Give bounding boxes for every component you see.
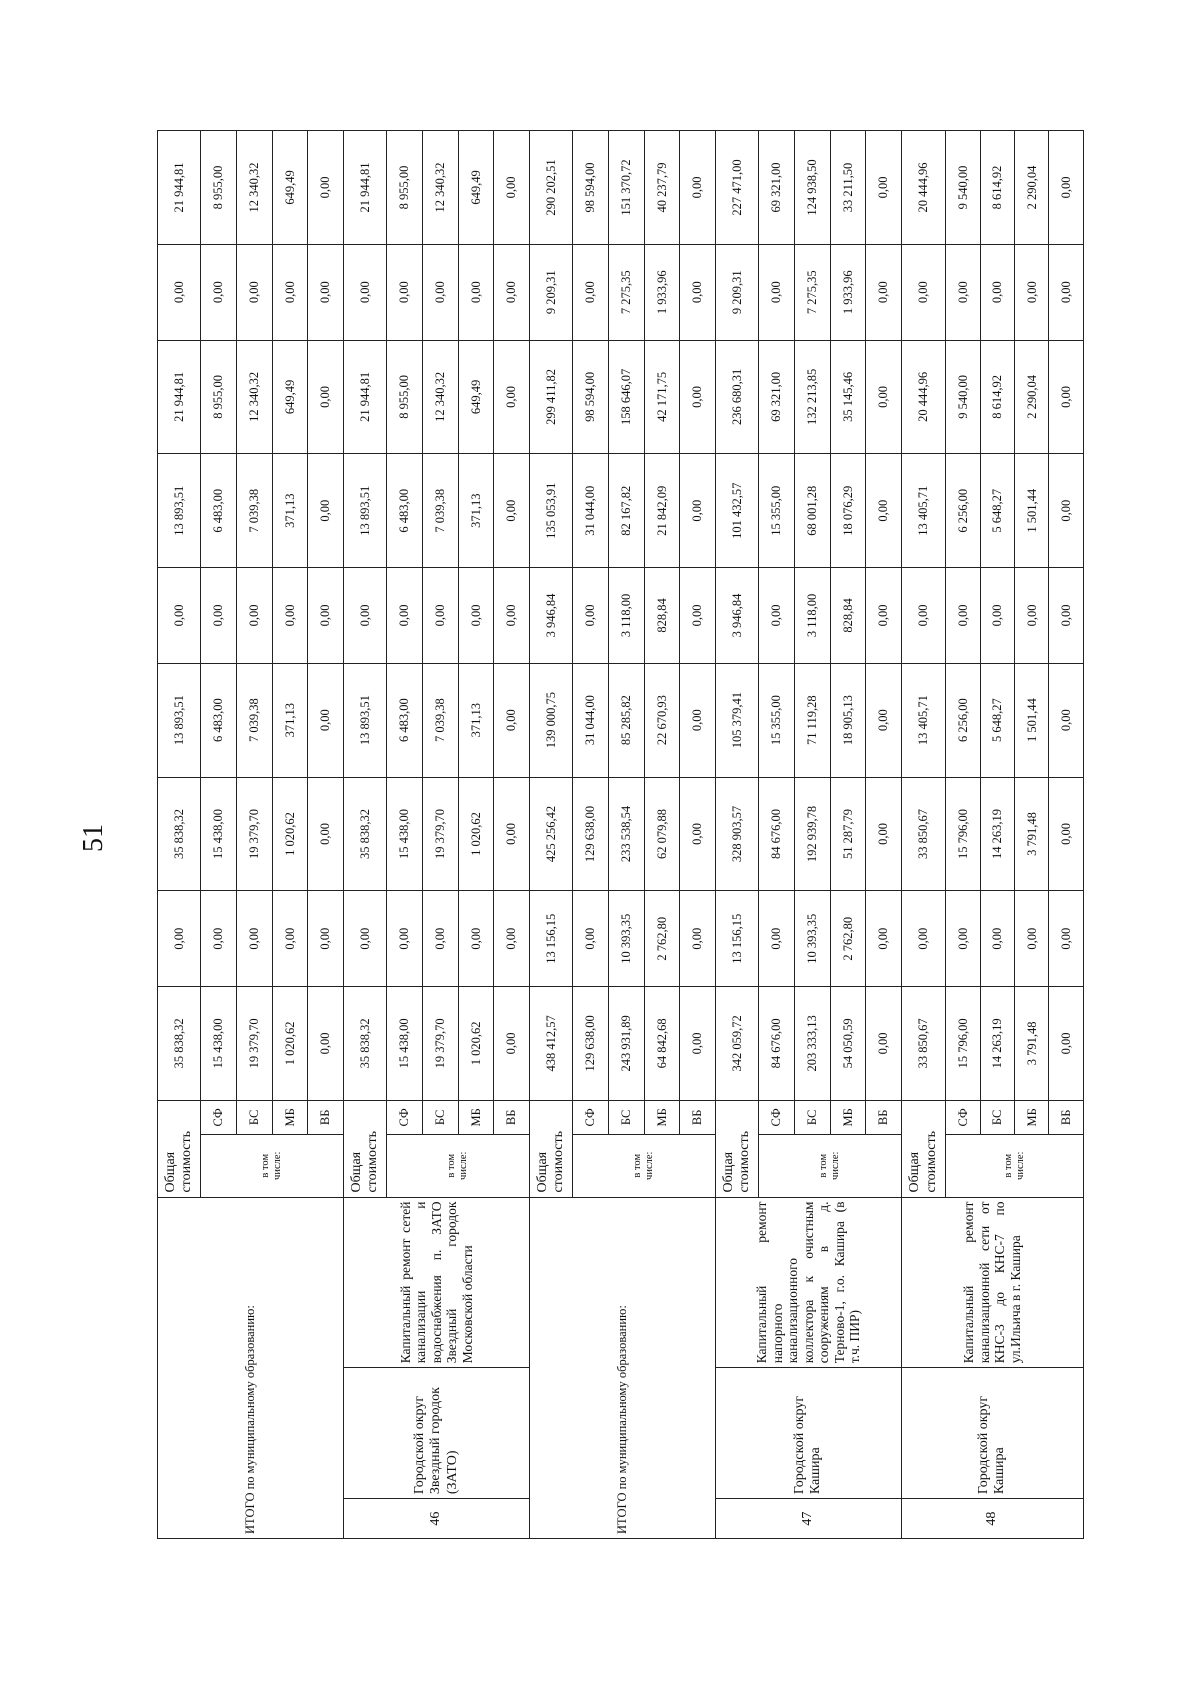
- amount-cell: 649,49: [458, 131, 494, 245]
- amount-cell: 1 933,96: [830, 244, 866, 340]
- amount-cell: 0,00: [308, 244, 344, 340]
- amount-cell: 0,00: [1049, 891, 1084, 987]
- amount-cell: 33 850,67: [901, 777, 945, 891]
- amount-cell: 12 340,32: [422, 131, 458, 245]
- amount-cell: 40 237,79: [644, 131, 680, 245]
- amount-cell: 64 842,68: [644, 986, 680, 1100]
- table-body: [158, 131, 1084, 1539]
- funding-type: БС: [608, 1100, 644, 1134]
- amount-cell: 203 333,13: [794, 986, 830, 1100]
- amount-cell: 13 405,71: [901, 663, 945, 777]
- amount-cell: 35 145,46: [830, 340, 866, 454]
- amount-cell: 84 676,00: [759, 986, 795, 1100]
- table-row: [901, 131, 945, 1539]
- amount-cell: 0,00: [680, 986, 716, 1100]
- amount-cell: 8 955,00: [201, 340, 237, 454]
- amount-cell: 1 020,62: [272, 777, 308, 891]
- amount-cell: 0,00: [494, 568, 530, 664]
- total-by-municipality-label: ИТОГО по муниципальному образованию:: [158, 1197, 344, 1538]
- amount-cell: 1 501,44: [1015, 663, 1049, 777]
- amount-cell: 3 946,84: [715, 568, 758, 664]
- amount-cell: 828,84: [644, 568, 680, 664]
- amount-cell: 0,00: [1049, 131, 1084, 245]
- amount-cell: 14 263,19: [980, 777, 1014, 891]
- amount-cell: 139 000,75: [529, 663, 572, 777]
- amount-cell: 124 938,50: [794, 131, 830, 245]
- line-number: 48: [901, 1499, 1083, 1539]
- amount-cell: 0,00: [946, 244, 980, 340]
- amount-cell: 105 379,41: [715, 663, 758, 777]
- amount-cell: 0,00: [980, 568, 1014, 664]
- amount-cell: 84 676,00: [759, 777, 795, 891]
- amount-cell: 0,00: [1015, 244, 1049, 340]
- amount-cell: 7 039,38: [422, 663, 458, 777]
- amount-cell: 7 039,38: [236, 663, 272, 777]
- amount-cell: 0,00: [201, 568, 237, 664]
- amount-cell: 0,00: [308, 568, 344, 664]
- amount-cell: 13 893,51: [343, 663, 386, 777]
- amount-cell: 69 321,00: [759, 131, 795, 245]
- total-cost-label: Общая стоимость: [901, 1100, 945, 1197]
- amount-cell: 0,00: [308, 131, 344, 245]
- amount-cell: 129 638,00: [573, 777, 609, 891]
- funding-type: БС: [236, 1100, 272, 1134]
- amount-cell: 85 285,82: [608, 663, 644, 777]
- funding-type: ВБ: [680, 1100, 716, 1134]
- amount-cell: 0,00: [458, 891, 494, 987]
- amount-cell: 649,49: [458, 340, 494, 454]
- amount-cell: 0,00: [759, 244, 795, 340]
- amount-cell: 7 039,38: [422, 454, 458, 568]
- funding-type: ВБ: [494, 1100, 530, 1134]
- amount-cell: 0,00: [866, 891, 902, 987]
- amount-cell: 35 838,32: [158, 986, 201, 1100]
- amount-cell: 0,00: [458, 568, 494, 664]
- line-number: 46: [343, 1499, 529, 1539]
- amount-cell: 0,00: [308, 663, 344, 777]
- amount-cell: 1 933,96: [644, 244, 680, 340]
- amount-cell: 2 290,04: [1015, 131, 1049, 245]
- funding-type: ВБ: [866, 1100, 902, 1134]
- amount-cell: 0,00: [1015, 568, 1049, 664]
- amount-cell: 12 340,32: [236, 131, 272, 245]
- amount-cell: 13 156,15: [715, 891, 758, 987]
- amount-cell: 0,00: [946, 568, 980, 664]
- municipality-name: Городской округ Кашира: [901, 1368, 1083, 1499]
- amount-cell: 158 646,07: [608, 340, 644, 454]
- funding-type: СФ: [573, 1100, 609, 1134]
- amount-cell: 371,13: [272, 454, 308, 568]
- amount-cell: 13 156,15: [529, 891, 572, 987]
- amount-cell: 0,00: [343, 244, 386, 340]
- amount-cell: 0,00: [308, 891, 344, 987]
- amount-cell: 192 939,78: [794, 777, 830, 891]
- amount-cell: 0,00: [1049, 777, 1084, 891]
- amount-cell: 0,00: [1049, 340, 1084, 454]
- amount-cell: 151 370,72: [608, 131, 644, 245]
- amount-cell: 0,00: [158, 891, 201, 987]
- including-label: в том числе:: [201, 1134, 344, 1197]
- amount-cell: 8 614,92: [980, 340, 1014, 454]
- amount-cell: 0,00: [422, 568, 458, 664]
- amount-cell: 0,00: [308, 340, 344, 454]
- amount-cell: 19 379,70: [236, 986, 272, 1100]
- amount-cell: 0,00: [272, 244, 308, 340]
- amount-cell: 299 411,82: [529, 340, 572, 454]
- amount-cell: 10 393,35: [608, 891, 644, 987]
- amount-cell: 0,00: [387, 244, 423, 340]
- amount-cell: 71 119,28: [794, 663, 830, 777]
- amount-cell: 438 412,57: [529, 986, 572, 1100]
- amount-cell: 51 287,79: [830, 777, 866, 891]
- funding-type: БС: [980, 1100, 1014, 1134]
- amount-cell: 236 680,31: [715, 340, 758, 454]
- amount-cell: 0,00: [422, 244, 458, 340]
- amount-cell: 0,00: [866, 131, 902, 245]
- amount-cell: 0,00: [494, 340, 530, 454]
- amount-cell: 0,00: [980, 244, 1014, 340]
- amount-cell: 31 044,00: [573, 663, 609, 777]
- amount-cell: 1 020,62: [272, 986, 308, 1100]
- amount-cell: 12 340,32: [236, 340, 272, 454]
- amount-cell: 3 118,00: [794, 568, 830, 664]
- amount-cell: 328 903,57: [715, 777, 758, 891]
- amount-cell: 0,00: [308, 777, 344, 891]
- amount-cell: 19 379,70: [422, 777, 458, 891]
- amount-cell: 0,00: [494, 663, 530, 777]
- amount-cell: 21 944,81: [343, 340, 386, 454]
- amount-cell: 0,00: [1049, 663, 1084, 777]
- amount-cell: 0,00: [343, 891, 386, 987]
- amount-cell: 15 438,00: [387, 777, 423, 891]
- amount-cell: 0,00: [573, 244, 609, 340]
- amount-cell: 0,00: [680, 340, 716, 454]
- funding-type: СФ: [387, 1100, 423, 1134]
- amount-cell: 129 638,00: [573, 986, 609, 1100]
- amount-cell: 9 540,00: [946, 340, 980, 454]
- amount-cell: 13 893,51: [158, 454, 201, 568]
- municipality-name: Городской округ Звездный городок (ЗАТО): [343, 1368, 529, 1499]
- amount-cell: 0,00: [1049, 986, 1084, 1100]
- amount-cell: 649,49: [272, 131, 308, 245]
- amount-cell: 68 001,28: [794, 454, 830, 568]
- funding-type: МБ: [644, 1100, 680, 1134]
- amount-cell: 0,00: [308, 454, 344, 568]
- amount-cell: 0,00: [759, 568, 795, 664]
- amount-cell: 3 946,84: [529, 568, 572, 664]
- amount-cell: 18 076,29: [830, 454, 866, 568]
- funding-type: ВБ: [1049, 1100, 1084, 1134]
- amount-cell: 1 020,62: [458, 777, 494, 891]
- amount-cell: 0,00: [980, 891, 1014, 987]
- amount-cell: 6 483,00: [201, 663, 237, 777]
- amount-cell: 0,00: [901, 568, 945, 664]
- page-number: 51: [78, 824, 109, 852]
- amount-cell: 0,00: [1049, 244, 1084, 340]
- object-name: Капитальный ремонт сетей канализации и водоснабжения п. ЗАТО Звездный городок Московской области: [343, 1197, 529, 1368]
- including-label: в том числе:: [946, 1134, 1084, 1197]
- amount-cell: 425 256,42: [529, 777, 572, 891]
- amount-cell: 1 501,44: [1015, 454, 1049, 568]
- table-row: [529, 131, 572, 1539]
- including-label: в том числе:: [759, 1134, 902, 1197]
- amount-cell: 13 405,71: [901, 454, 945, 568]
- amount-cell: 35 838,32: [343, 986, 386, 1100]
- amount-cell: 19 379,70: [422, 986, 458, 1100]
- amount-cell: 13 893,51: [343, 454, 386, 568]
- amount-cell: 0,00: [1049, 568, 1084, 664]
- amount-cell: 0,00: [494, 986, 530, 1100]
- amount-cell: 0,00: [901, 244, 945, 340]
- amount-cell: 1 020,62: [458, 986, 494, 1100]
- amount-cell: 6 483,00: [387, 663, 423, 777]
- amount-cell: 6 256,00: [946, 454, 980, 568]
- amount-cell: 0,00: [866, 454, 902, 568]
- amount-cell: 132 213,85: [794, 340, 830, 454]
- amount-cell: 15 438,00: [201, 986, 237, 1100]
- amount-cell: 98 594,00: [573, 131, 609, 245]
- amount-cell: 371,13: [458, 663, 494, 777]
- amount-cell: 0,00: [494, 244, 530, 340]
- total-by-municipality-label: ИТОГО по муниципальному образованию:: [529, 1197, 715, 1538]
- amount-cell: 9 209,31: [715, 244, 758, 340]
- amount-cell: 0,00: [272, 568, 308, 664]
- amount-cell: 7 039,38: [236, 454, 272, 568]
- amount-cell: 69 321,00: [759, 340, 795, 454]
- including-label: в том числе:: [573, 1134, 716, 1197]
- amount-cell: 0,00: [680, 568, 716, 664]
- amount-cell: 15 355,00: [759, 454, 795, 568]
- amount-cell: 0,00: [458, 244, 494, 340]
- table-row: [715, 131, 758, 1539]
- funding-type: СФ: [946, 1100, 980, 1134]
- funding-type: ВБ: [308, 1100, 344, 1134]
- amount-cell: 9 209,31: [529, 244, 572, 340]
- funding-type: БС: [422, 1100, 458, 1134]
- amount-cell: 15 438,00: [201, 777, 237, 891]
- amount-cell: 19 379,70: [236, 777, 272, 891]
- amount-cell: 15 355,00: [759, 663, 795, 777]
- amount-cell: 0,00: [573, 891, 609, 987]
- amount-cell: 15 796,00: [946, 986, 980, 1100]
- amount-cell: 371,13: [272, 663, 308, 777]
- budget-table-rotated: [157, 130, 1084, 1539]
- table-row: [158, 131, 201, 1539]
- funding-type: МБ: [458, 1100, 494, 1134]
- amount-cell: 0,00: [494, 131, 530, 245]
- amount-cell: 33 211,50: [830, 131, 866, 245]
- amount-cell: 0,00: [866, 244, 902, 340]
- amount-cell: 0,00: [866, 340, 902, 454]
- amount-cell: 0,00: [680, 663, 716, 777]
- amount-cell: 0,00: [158, 568, 201, 664]
- amount-cell: 15 796,00: [946, 777, 980, 891]
- amount-cell: 12 340,32: [422, 340, 458, 454]
- amount-cell: 2 762,80: [830, 891, 866, 987]
- amount-cell: 8 955,00: [387, 340, 423, 454]
- amount-cell: 0,00: [680, 244, 716, 340]
- object-name: Капитальный ремонт напорного канализационного коллектора к очистным сооружениям в д. Терново-1, г.о. Кашира (в т.ч. ПИР): [715, 1197, 901, 1368]
- amount-cell: 0,00: [158, 244, 201, 340]
- amount-cell: 0,00: [494, 454, 530, 568]
- total-cost-label: Общая стоимость: [715, 1100, 758, 1197]
- amount-cell: 0,00: [236, 568, 272, 664]
- amount-cell: 0,00: [901, 891, 945, 987]
- amount-cell: 8 614,92: [980, 131, 1014, 245]
- amount-cell: 0,00: [680, 131, 716, 245]
- amount-cell: 233 538,54: [608, 777, 644, 891]
- funding-type: СФ: [759, 1100, 795, 1134]
- amount-cell: 0,00: [494, 891, 530, 987]
- amount-cell: 7 275,35: [794, 244, 830, 340]
- amount-cell: 3 791,48: [1015, 986, 1049, 1100]
- amount-cell: 0,00: [866, 986, 902, 1100]
- amount-cell: 0,00: [759, 891, 795, 987]
- amount-cell: 0,00: [422, 891, 458, 987]
- amount-cell: 21 944,81: [158, 131, 201, 245]
- funding-type: МБ: [830, 1100, 866, 1134]
- amount-cell: 0,00: [680, 454, 716, 568]
- funding-type: МБ: [1015, 1100, 1049, 1134]
- amount-cell: 5 648,27: [980, 663, 1014, 777]
- amount-cell: 371,13: [458, 454, 494, 568]
- amount-cell: 0,00: [1015, 891, 1049, 987]
- amount-cell: 9 540,00: [946, 131, 980, 245]
- amount-cell: 0,00: [201, 244, 237, 340]
- amount-cell: 22 670,93: [644, 663, 680, 777]
- amount-cell: 21 944,81: [158, 340, 201, 454]
- amount-cell: 3 118,00: [608, 568, 644, 664]
- amount-cell: 243 931,89: [608, 986, 644, 1100]
- amount-cell: 35 838,32: [343, 777, 386, 891]
- amount-cell: 0,00: [1049, 454, 1084, 568]
- amount-cell: 35 838,32: [158, 777, 201, 891]
- total-cost-label: Общая стоимость: [343, 1100, 386, 1197]
- amount-cell: 342 059,72: [715, 986, 758, 1100]
- amount-cell: 18 905,13: [830, 663, 866, 777]
- amount-cell: 13 893,51: [158, 663, 201, 777]
- amount-cell: 54 050,59: [830, 986, 866, 1100]
- amount-cell: 0,00: [680, 777, 716, 891]
- amount-cell: 31 044,00: [573, 454, 609, 568]
- amount-cell: 21 944,81: [343, 131, 386, 245]
- amount-cell: 3 791,48: [1015, 777, 1049, 891]
- total-cost-label: Общая стоимость: [158, 1100, 201, 1197]
- budget-table: [157, 130, 1084, 1539]
- amount-cell: 0,00: [201, 891, 237, 987]
- amount-cell: 2 290,04: [1015, 340, 1049, 454]
- amount-cell: 0,00: [387, 568, 423, 664]
- amount-cell: 0,00: [387, 891, 423, 987]
- amount-cell: 135 053,91: [529, 454, 572, 568]
- amount-cell: 0,00: [866, 663, 902, 777]
- amount-cell: 15 438,00: [387, 986, 423, 1100]
- amount-cell: 21 842,09: [644, 454, 680, 568]
- including-label: в том числе:: [387, 1134, 530, 1197]
- amount-cell: 227 471,00: [715, 131, 758, 245]
- amount-cell: 8 955,00: [387, 131, 423, 245]
- amount-cell: 649,49: [272, 340, 308, 454]
- amount-cell: 7 275,35: [608, 244, 644, 340]
- amount-cell: 98 594,00: [573, 340, 609, 454]
- amount-cell: 82 167,82: [608, 454, 644, 568]
- object-name: Капитальный ремонт канализационной сети от КНС-3 до КНС-7 по ул.Ильича в г. Кашира: [901, 1197, 1083, 1368]
- amount-cell: 14 263,19: [980, 986, 1014, 1100]
- line-number: 47: [715, 1499, 901, 1539]
- amount-cell: 2 762,80: [644, 891, 680, 987]
- total-cost-label: Общая стоимость: [529, 1100, 572, 1197]
- funding-type: СФ: [201, 1100, 237, 1134]
- amount-cell: 5 648,27: [980, 454, 1014, 568]
- amount-cell: 828,84: [830, 568, 866, 664]
- amount-cell: 20 444,96: [901, 340, 945, 454]
- amount-cell: 0,00: [308, 986, 344, 1100]
- amount-cell: 42 171,75: [644, 340, 680, 454]
- amount-cell: 62 079,88: [644, 777, 680, 891]
- amount-cell: 6 483,00: [387, 454, 423, 568]
- amount-cell: 8 955,00: [201, 131, 237, 245]
- funding-type: МБ: [272, 1100, 308, 1134]
- amount-cell: 0,00: [946, 891, 980, 987]
- amount-cell: 0,00: [680, 891, 716, 987]
- amount-cell: 0,00: [272, 891, 308, 987]
- amount-cell: 33 850,67: [901, 986, 945, 1100]
- amount-cell: 0,00: [343, 568, 386, 664]
- table-row: [343, 131, 386, 1539]
- municipality-name: Городской округ Кашира: [715, 1368, 901, 1499]
- amount-cell: 290 202,51: [529, 131, 572, 245]
- amount-cell: 0,00: [236, 891, 272, 987]
- funding-type: БС: [794, 1100, 830, 1134]
- amount-cell: 0,00: [236, 244, 272, 340]
- amount-cell: 10 393,35: [794, 891, 830, 987]
- amount-cell: 0,00: [866, 568, 902, 664]
- amount-cell: 101 432,57: [715, 454, 758, 568]
- amount-cell: 0,00: [573, 568, 609, 664]
- amount-cell: 6 256,00: [946, 663, 980, 777]
- amount-cell: 0,00: [866, 777, 902, 891]
- amount-cell: 6 483,00: [201, 454, 237, 568]
- amount-cell: 0,00: [494, 777, 530, 891]
- amount-cell: 20 444,96: [901, 131, 945, 245]
